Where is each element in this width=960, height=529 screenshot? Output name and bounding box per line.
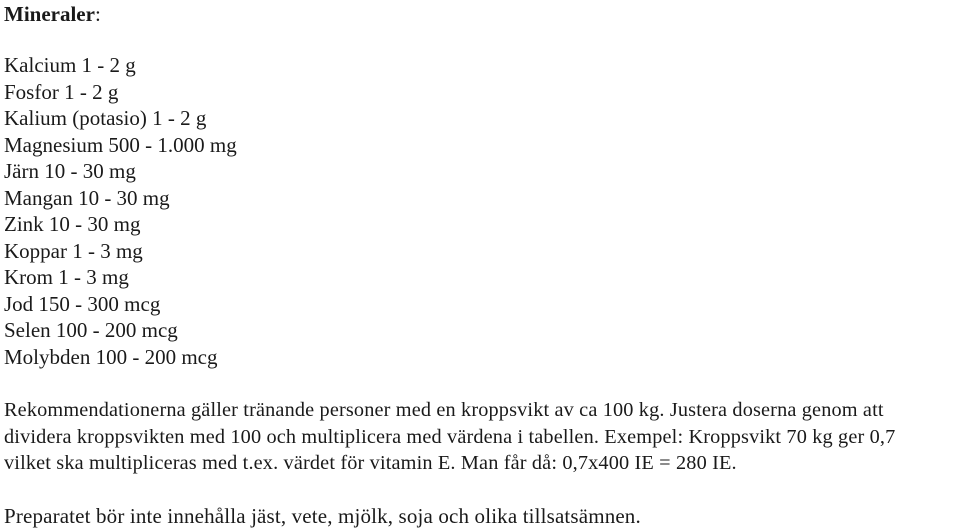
mineral-item-kalcium: Kalcium 1 - 2 g: [4, 53, 136, 77]
recommendation-line: vilket ska multipliceras med t.ex. värdet för vitamin E. Man får då: 0,7x400 IE = 280 IE.: [4, 452, 737, 474]
section-heading: [4, 2, 101, 26]
mineral-list: [4, 52, 237, 370]
mineral-item-magnesium: Magnesium 500 - 1.000 mg: [4, 132, 237, 157]
mineral-item-kalium: Kalium (potasio) 1 - 2 g: [4, 106, 207, 130]
mineral-item-koppar: Koppar 1 - 3 mg: [4, 238, 143, 263]
mineral-item-jod: Jod 150 - 300 mcg: [4, 291, 161, 316]
heading-title: Mineraler: [4, 2, 95, 26]
recommendation-line: dividera kroppsvikten med 100 och multiplicera med värdena i tabellen. Exempel: Kroppsvikt 70 kg ger 0,7: [4, 425, 896, 448]
mineral-item-zink: Zink 10 - 30 mg: [4, 212, 141, 236]
mineral-item-selen: Selen 100 - 200 mcg: [4, 318, 178, 342]
preparation-note: Preparatet bör inte innehålla jäst, vete, mjölk, soja och olika tillsatsämnen.: [4, 504, 641, 528]
recommendation-paragraph: [4, 397, 959, 477]
heading-colon: :: [94, 2, 101, 26]
mineral-item-krom: Krom 1 - 3 mg: [4, 265, 129, 289]
mineral-item-mangan: Mangan 10 - 30 mg: [4, 185, 170, 210]
mineral-item-fosfor: Fosfor 1 - 2 g: [4, 79, 119, 104]
mineral-item-molybden: Molybden 100 - 200 mcg: [4, 344, 218, 369]
recommendation-line: Rekommendationerna gäller tränande personer med en kroppsvikt av ca 100 kg. Justera doserna genom att: [4, 399, 884, 421]
mineral-item-jarn: Järn 10 - 30 mg: [4, 159, 136, 183]
